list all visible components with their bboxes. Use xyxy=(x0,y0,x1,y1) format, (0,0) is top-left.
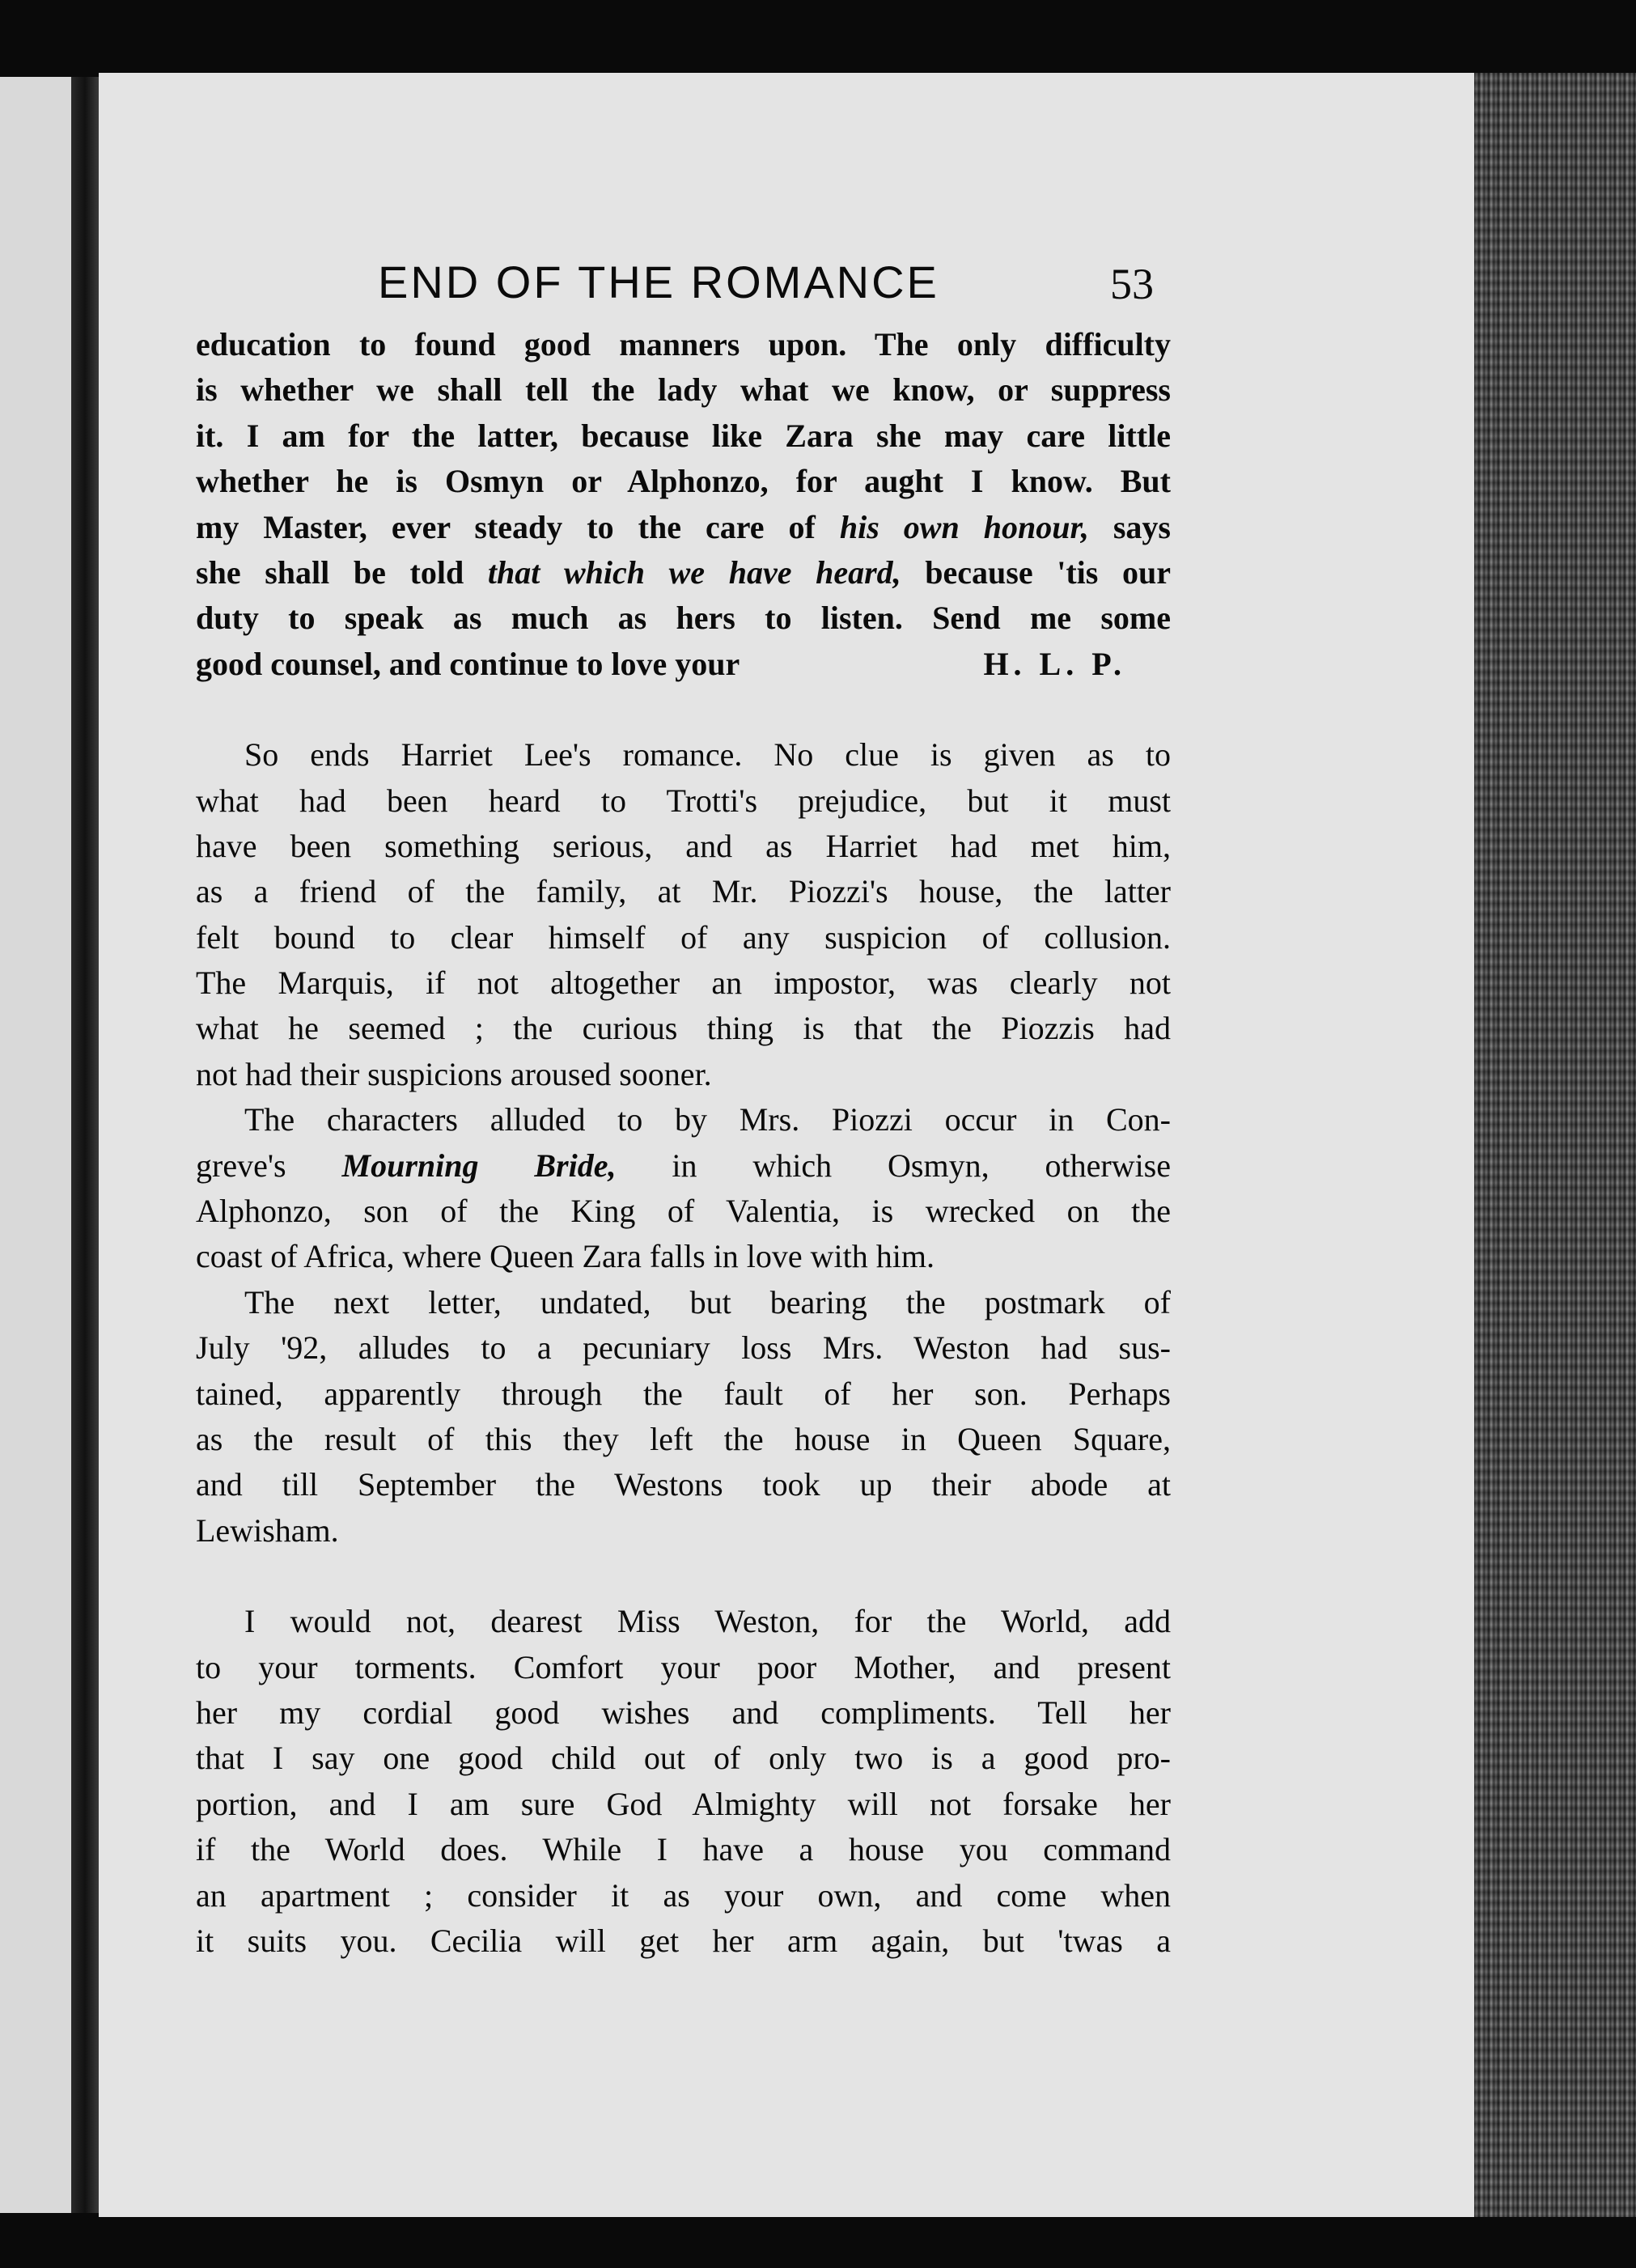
text-line: The characters alluded to by Mrs. Piozzi occur in Con- xyxy=(244,1101,1171,1138)
text-line xyxy=(196,505,1171,550)
paragraph-gap xyxy=(196,1554,1171,1599)
text-line: an apartment ; consider it as your own, and come when xyxy=(196,1876,1171,1914)
text-line xyxy=(196,550,1171,596)
page-header xyxy=(99,256,1474,312)
facing-page-edge xyxy=(0,77,81,2213)
text-line: as a friend of the family, at Mr. Piozzi's house, the latter xyxy=(196,873,1171,910)
text-segment: she shall be told xyxy=(196,553,464,591)
page-number: 53 xyxy=(1110,260,1154,308)
text-line: that I say one good child out of only two is a good pro- xyxy=(196,1740,1171,1777)
text-line: I would not, dearest Miss Weston, for the World, add xyxy=(244,1603,1171,1640)
paragraph-3 xyxy=(196,1280,1171,1554)
text-line: tained, apparently through the fault of her son. Perhaps xyxy=(196,1375,1171,1412)
page-stack-edge xyxy=(1474,73,1636,2217)
text-line: So ends Harriet Lee's romance. No clue is given as to xyxy=(244,736,1171,774)
paragraph-gap xyxy=(196,687,1171,732)
text-segment: greve's xyxy=(196,1147,286,1184)
page-body xyxy=(196,322,1171,1964)
text-line: not had their suspicions aroused sooner. xyxy=(196,1055,712,1092)
text-segment: because 'tis our xyxy=(925,553,1172,591)
text-line: The next letter, undated, but bearing the postmark of xyxy=(244,1283,1171,1321)
text-line: duty to speak as much as hers to listen. Send me some xyxy=(196,600,1171,637)
text-line: it. I am for the latter, because like Zara she may care little xyxy=(196,417,1171,454)
text-line: to your torments. Comfort your poor Mother, and present xyxy=(196,1648,1171,1685)
text-line: Lewisham. xyxy=(196,1511,339,1549)
text-line: coast of Africa, where Queen Zara falls in love with him. xyxy=(196,1238,935,1275)
text-line: The Marquis, if not altogether an impostor, was clearly not xyxy=(196,964,1171,1002)
text-segment: in which Osmyn, otherwise xyxy=(672,1147,1171,1184)
letter-excerpt-2 xyxy=(196,1599,1171,1964)
book-page xyxy=(99,73,1474,2217)
letter-excerpt-1 xyxy=(196,322,1171,687)
text-line: felt bound to clear himself of any suspicion of collusion. xyxy=(196,918,1171,956)
paragraph-2 xyxy=(196,1097,1171,1280)
text-line xyxy=(196,642,1171,687)
text-segment: my Master, ever steady to the care of xyxy=(196,508,816,545)
paragraph-1 xyxy=(196,732,1171,1097)
emphasis: his own honour, xyxy=(839,508,1089,545)
book-gutter xyxy=(71,77,99,2213)
text-line: whether he is Osmyn or Alphonzo, for aught I know. But xyxy=(196,463,1171,500)
text-segment: says xyxy=(1113,508,1171,545)
text-line: education to found good manners upon. The only difficulty xyxy=(196,326,1171,362)
emphasis: that which we have heard, xyxy=(487,553,901,591)
text-line: have been something serious, and as Harriet had met him, xyxy=(196,827,1171,864)
text-line: it suits you. Cecilia will get her arm again, but 'twas a xyxy=(196,1922,1171,1959)
text-line: her my cordial good wishes and compliments. Tell her xyxy=(196,1694,1171,1731)
book-title: Mourning Bride, xyxy=(341,1147,617,1184)
text-line xyxy=(196,1143,1171,1189)
text-line: what he seemed ; the curious thing is that the Piozzis had xyxy=(196,1010,1171,1047)
text-line: and till September the Westons took up their abode at xyxy=(196,1466,1171,1503)
text-line: Alphonzo, son of the King of Valentia, is wrecked on the xyxy=(196,1193,1171,1230)
text-line: as the result of this they left the house in Queen Square, xyxy=(196,1420,1171,1457)
text-line: July '92, alludes to a pecuniary loss Mrs. Weston had sus- xyxy=(196,1329,1171,1367)
text-segment: good counsel, and continue to love your xyxy=(196,645,740,682)
running-title: END OF THE ROMANCE xyxy=(378,256,939,307)
text-line: portion, and I am sure God Almighty will not forsake her xyxy=(196,1785,1171,1822)
signature: H. L. P. xyxy=(983,645,1126,682)
text-line: if the World does. While I have a house you command xyxy=(196,1831,1171,1868)
text-line: what had been heard to Trotti's prejudice, but it must xyxy=(196,782,1171,819)
text-line: is whether we shall tell the lady what we know, or suppress xyxy=(196,371,1171,409)
